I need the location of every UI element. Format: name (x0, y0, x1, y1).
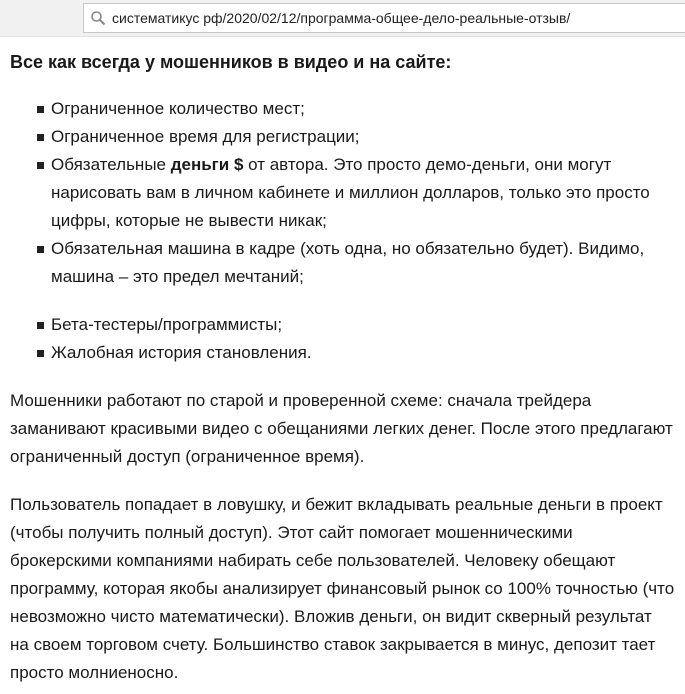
list-item-text: от автора. Это просто демо-деньги, они могут нарисовать вам в личном кабинете и миллион долларов, только это просто цифры, которые не вывести никак; (51, 155, 650, 230)
scam-signs-list (10, 95, 675, 367)
browser-toolbar (0, 0, 685, 37)
paragraph: Пользователь попадает в ловушку, и бежит вкладывать реальные деньги в проект (чтобы получить полный доступ). Этот сайт помогает мошенническими брокерскими компаниями набирать себе пользователей. Человеку обещают программу, которая якобы анализирует финансовый рынок со 100% точностью (что невозможно чисто математически). Вложив деньги, он видит скверный результат на своем торговом счету. Большинство ставок закрывается в минус, депозит тает просто молниеносно. (10, 495, 675, 682)
list-item: Жалобная история становления. (37, 339, 675, 367)
list-item: Ограниченное количество мест; (37, 95, 675, 123)
list-item: Ограниченное время для регистрации; (37, 123, 675, 151)
address-bar[interactable] (83, 3, 685, 33)
article-heading: Все как всегда у мошенников в видео и на сайте: (10, 52, 452, 72)
search-icon (90, 10, 106, 26)
list-item: Обязательная машина в кадре (хоть одна, но обязательно будет). Видимо, машина – это предел мечтаний; (37, 235, 675, 291)
list-item-text: Обязательные (51, 155, 171, 174)
url-text: систематикус рф/2020/02/12/программа-общее-дело-реальные-отзыв/ (112, 10, 571, 26)
paragraph: Мошенники работают по старой и проверенной схеме: сначала трейдера заманивают красивыми видео с обещаниями легких денег. После этого предлагают ограниченный доступ (ограниченное время). (10, 391, 673, 466)
list-item (37, 151, 675, 235)
article (0, 49, 685, 687)
bold-money: деньги $ (170, 155, 244, 174)
list-item: Бета-тестеры/программисты; (37, 311, 675, 339)
